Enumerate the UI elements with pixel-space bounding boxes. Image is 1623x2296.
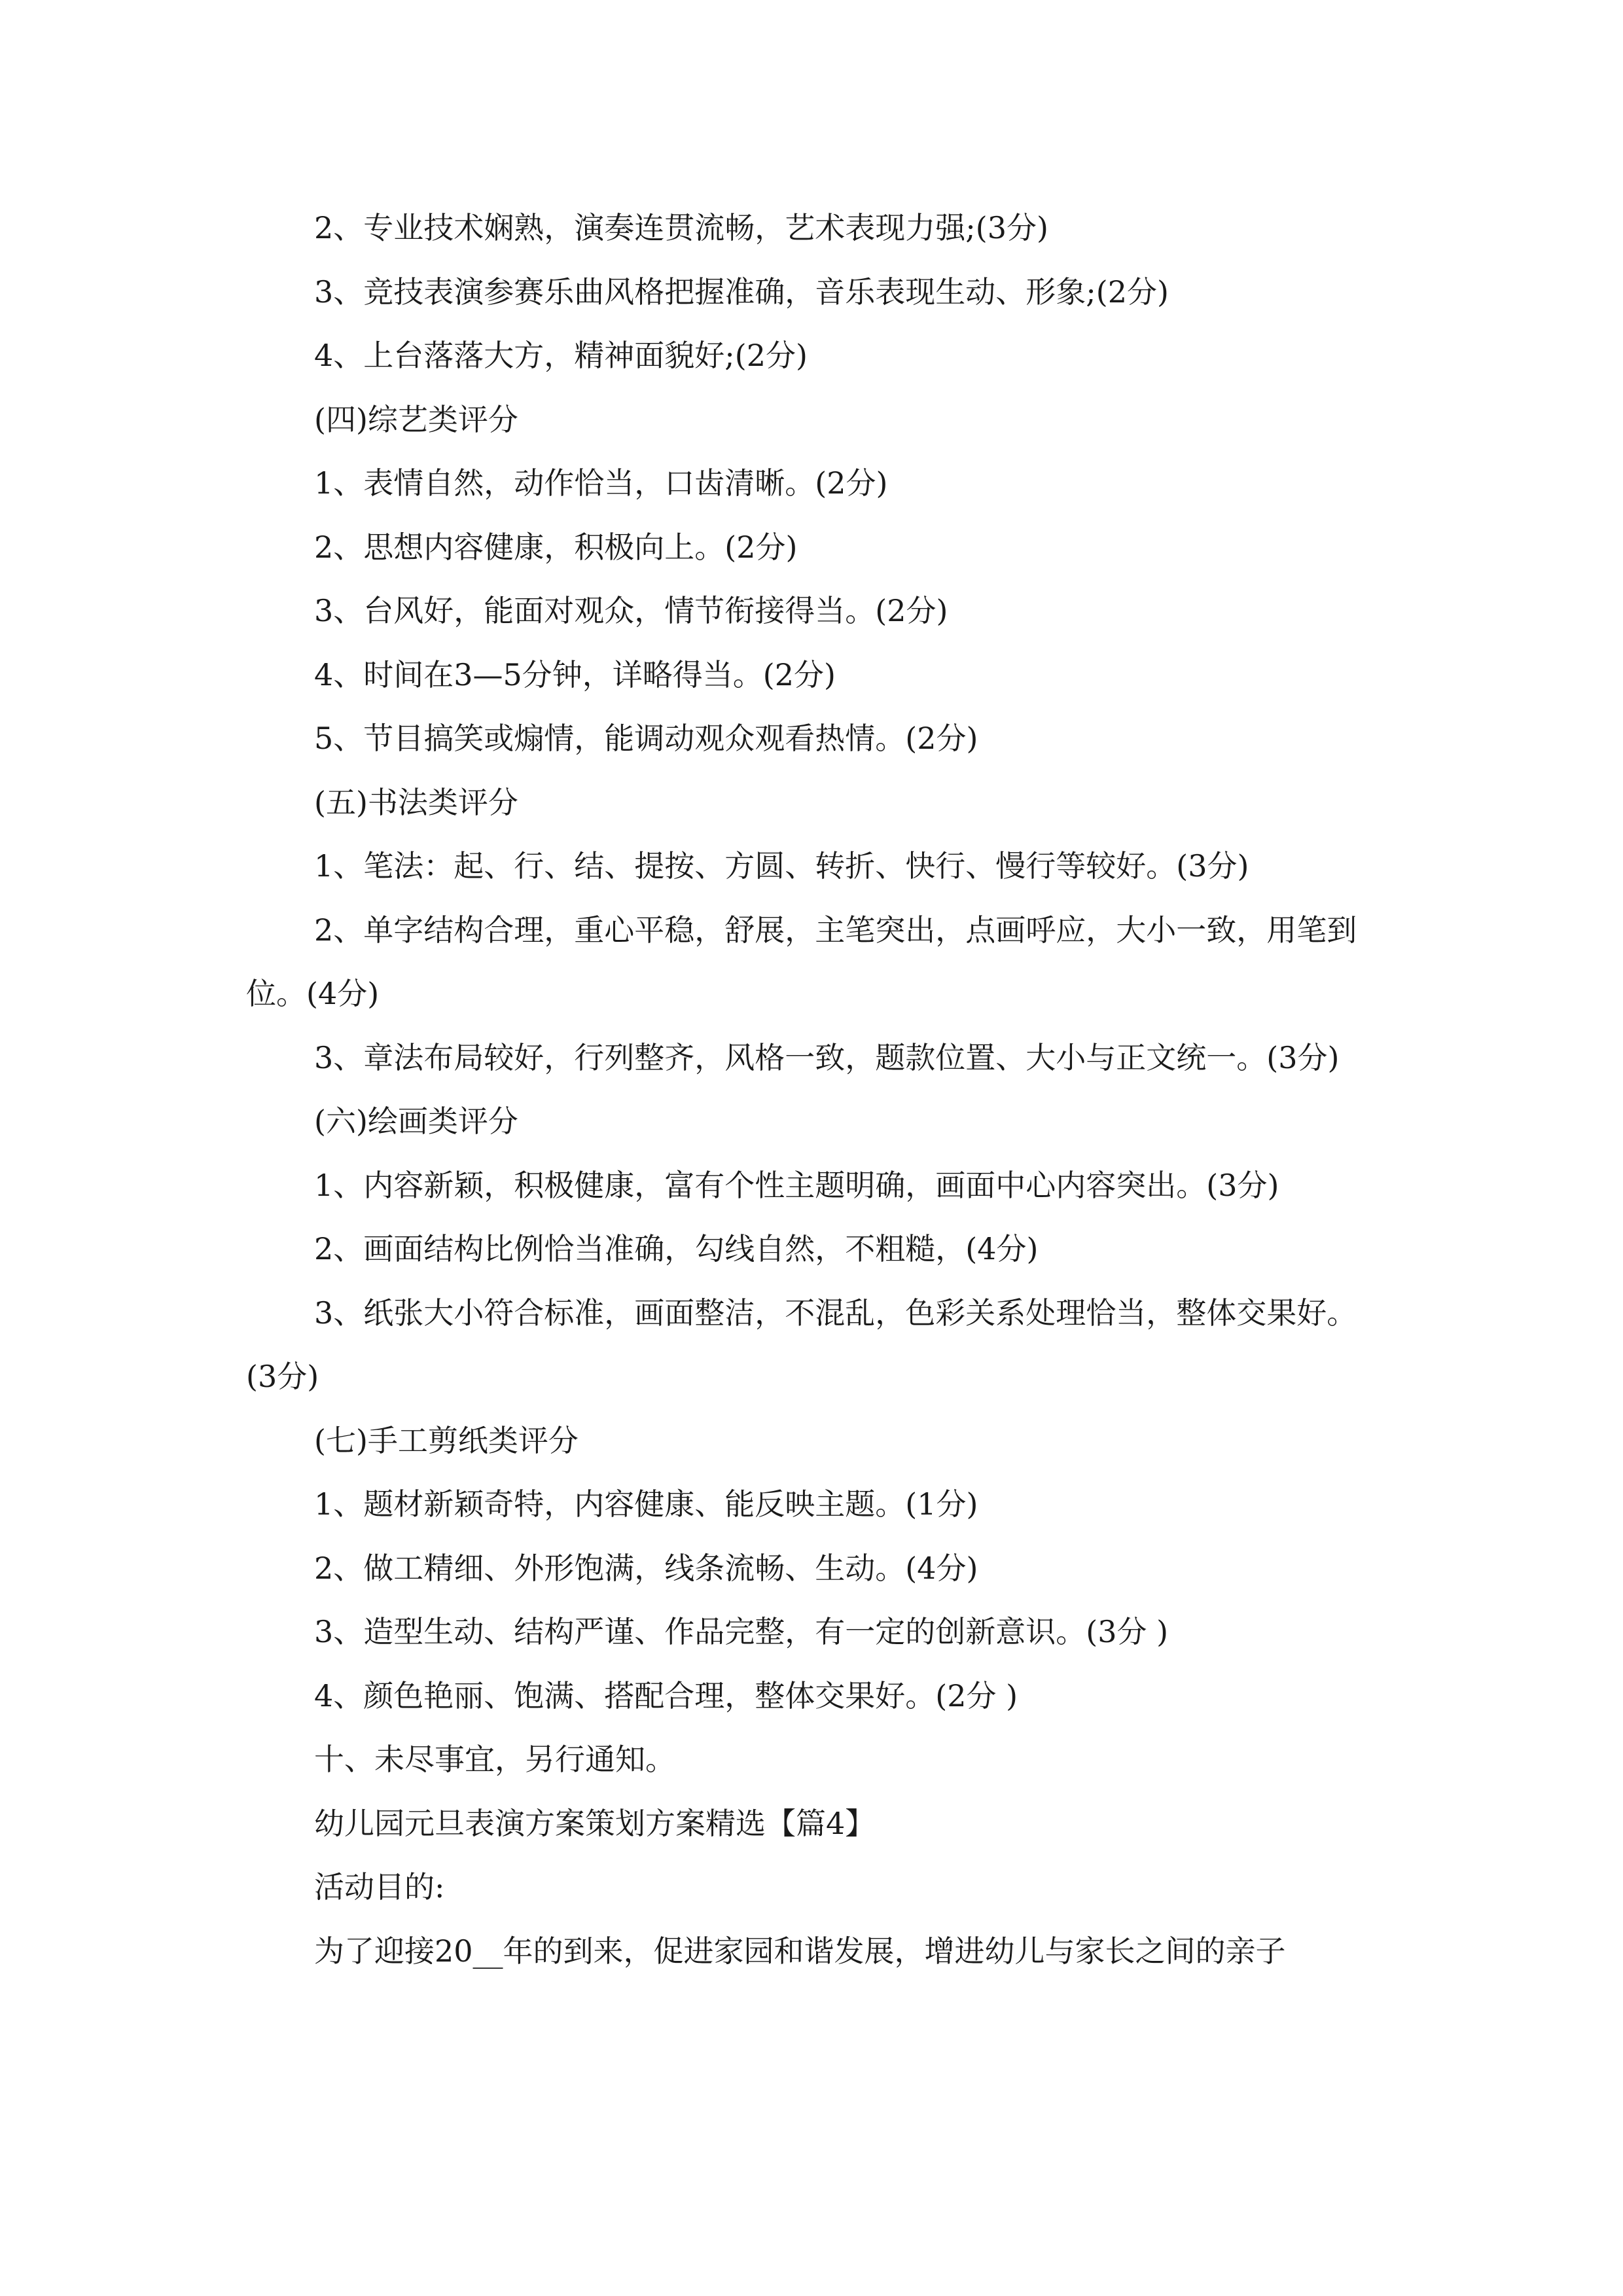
paragraph: 1、表情自然，动作恰当，口齿清晰。(2分) [314, 465, 888, 501]
section-heading: (五)书法类评分 [314, 784, 518, 820]
paragraph: 为了迎接20__年的到来，促进家园和谐发展，增进幼儿与家长之间的亲子 [314, 1933, 1286, 1969]
paragraph: 3、台风好，能面对观众，情节衔接得当。(2分) [314, 593, 948, 628]
paragraph: 2、专业技术娴熟，演奏连贯流畅，艺术表现力强;(3分) [314, 210, 1048, 245]
paragraph: 1、题材新颖奇特，内容健康、能反映主题。(1分) [314, 1486, 978, 1522]
paragraph: 5、节目搞笑或煽情，能调动观众观看热情。(2分) [314, 721, 978, 756]
paragraph: 3、纸张大小符合标准，画面整洁，不混乱，色彩关系处理恰当，整体交果好。(3分) [246, 1295, 1357, 1394]
paragraph: 2、思想内容健康，积极向上。(2分) [314, 529, 798, 565]
section-heading: (七)手工剪纸类评分 [314, 1422, 579, 1458]
paragraph: 3、章法布局较好，行列整齐，风格一致，题款位置、大小与正文统一。(3分) [314, 1039, 1340, 1075]
paragraph: 4、上台落落大方，精神面貌好;(2分) [314, 338, 808, 373]
paragraph: 2、画面结构比例恰当准确，勾线自然，不粗糙，(4分) [314, 1231, 1039, 1266]
paragraph: 4、颜色艳丽、饱满、搭配合理，整体交果好。(2分 ) [314, 1677, 1018, 1713]
document-body [246, 196, 1378, 1983]
article-title: 幼儿园元旦表演方案策划方案精选【篇4】 [314, 1805, 876, 1841]
paragraph: 1、笔法：起、行、结、提按、方圆、转折、快行、慢行等较好。(3分) [314, 848, 1249, 884]
section-heading: (四)综艺类评分 [314, 401, 518, 437]
paragraph: 3、竞技表演参赛乐曲风格把握准确，音乐表现生动、形象;(2分) [314, 274, 1169, 310]
section-heading: 活动目的: [314, 1869, 445, 1905]
paragraph: 十、未尽事宜，另行通知。 [314, 1742, 675, 1777]
paragraph: 2、做工精细、外形饱满，线条流畅、生动。(4分) [314, 1550, 978, 1586]
paragraph: 3、造型生动、结构严谨、作品完整，有一定的创新意识。(3分 ) [314, 1614, 1169, 1649]
section-heading: (六)绘画类评分 [314, 1103, 518, 1139]
paragraph: 4、时间在3—5分钟，详略得当。(2分) [314, 656, 836, 692]
paragraph: 2、单字结构合理，重心平稳，舒展，主笔突出，点画呼应，大小一致，用笔到位。(4分) [246, 912, 1357, 1011]
paragraph: 1、内容新颖，积极健康，富有个性主题明确，画面中心内容突出。(3分) [314, 1167, 1279, 1203]
